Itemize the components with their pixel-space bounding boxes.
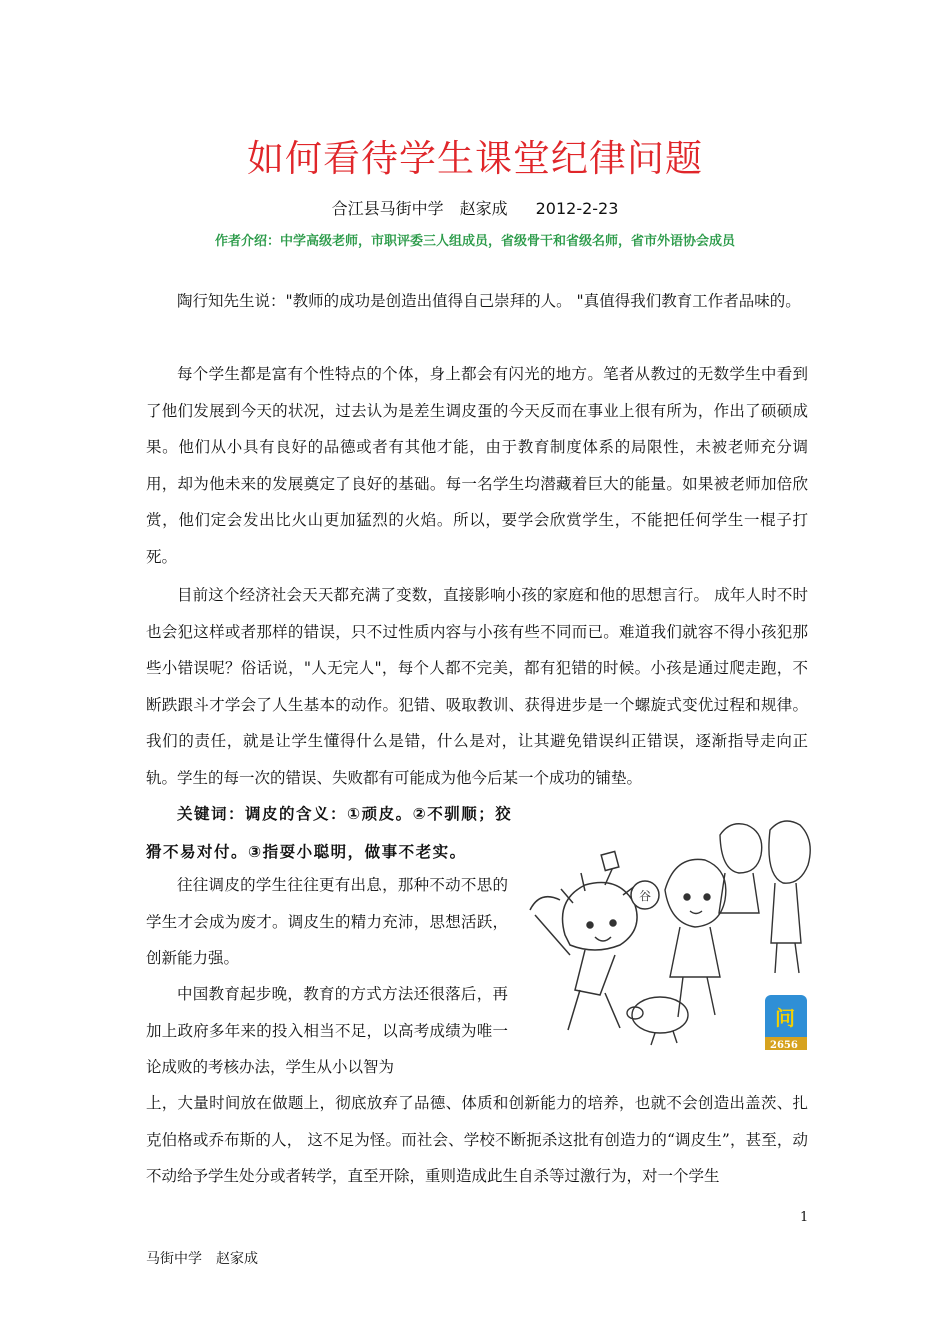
logo-number: 2656 [770, 1040, 798, 1051]
pig-figure [627, 997, 688, 1045]
continuation-paragraph: 上，大量时间放在做题上，彻底放弃了品德、体质和创新能力的培养，也就不会创造出盖茨、扎克伯格或乔布斯的人， 这不足为怪。而社会、学校不断扼杀这批有创造力的“调皮生”，甚至，动不动给予学生处分或者转学，直至开除，重则造成此生自杀等过激行为，对一个学生 [146, 1094, 808, 1185]
keywords: 关键词：调皮的含义：①顽皮。②不驯顺；狡猾不易对付。③指耍小聪明，做事不老实。 [146, 805, 513, 861]
girl-figure [665, 859, 726, 1017]
two-girls-figure [719, 821, 810, 973]
author-intro: 作者介绍：中学高级老师，市职评委三人组成员，省级骨干和省级名师，省市外语协会成员 [214, 234, 735, 249]
paragraph-3: 目前这个经济社会天天都充满了变数，直接影响小孩的家庭和他的思想言行。 成年人时不时也会犯这样或者那样的错误，只不过性质内容与小孩有些不同而已。难道我们就容不得小孩犯那些小错误呢？俗话说，"人无完人"，每个人都不完美，都有犯错的时候。小孩是通过爬走跑，不断跌跟斗才学会了人生基本的动作。犯错、吸取教训、获得进步是一个螺旋式变优过程和规律。我们的责任，就是让学生懂得什么是错，什么是对，让其避免错误纠正错误，逐渐指导走向正轨。学生的每一次的错误、失败都有可能成为他今后某一个成功的铺垫。 [146, 586, 808, 787]
side-paragraph-1: 往往调皮的学生往往更有出息，那种不动不思的学生才会成为废才。调皮生的精力充沛，思想活跃，创新能力强。 [146, 876, 508, 967]
author-school: 合江县马街中学 赵家成 [331, 199, 508, 218]
cartoon-illustration [525, 815, 815, 1060]
side-paragraph-2: 中国教育起步晚，教育的方式方法还很落后，再加上政府多年来的投入相当不足，以高考成绩为唯一论成败的考核办法，学生从小以智为 [146, 985, 508, 1076]
byline-date: 2012-2-23 [535, 199, 619, 218]
paragraph-2: 每个学生都是富有个性特点的个体，身上都会有闪光的地方。笔者从教过的无数学生中看到了他们发展到今天的状况，过去认为是差生调皮蛋的今天反而在事业上很有所为，作出了硕硕成果。他们从小具有良好的品德或者有其他才能，由于教育制度体系的局限性，未被老师充分调用，却为他未来的发展奠定了良好的基础。每一名学生均潜藏着巨大的能量。如果被老师加倍欣赏，他们定会发出比火山更加猛烈的火焰。所以，要学会欣赏学生，不能把任何学生一棍子打死。 [146, 365, 808, 566]
footer-text: 马街中学 赵家成 [146, 1251, 258, 1267]
logo-text: 问 [775, 1006, 795, 1030]
byline [0, 196, 950, 219]
paragraph-1: 陶行知先生说："教师的成功是创造出值得自己崇拜的人。 "真值得我们教育工作者品味的。 [177, 292, 801, 310]
page-number: 1 [800, 1210, 809, 1225]
document-title: 如何看待学生课堂纪律问题 [247, 137, 703, 180]
boy-figure [530, 867, 639, 1030]
bubble-text: 谷 [639, 889, 652, 903]
